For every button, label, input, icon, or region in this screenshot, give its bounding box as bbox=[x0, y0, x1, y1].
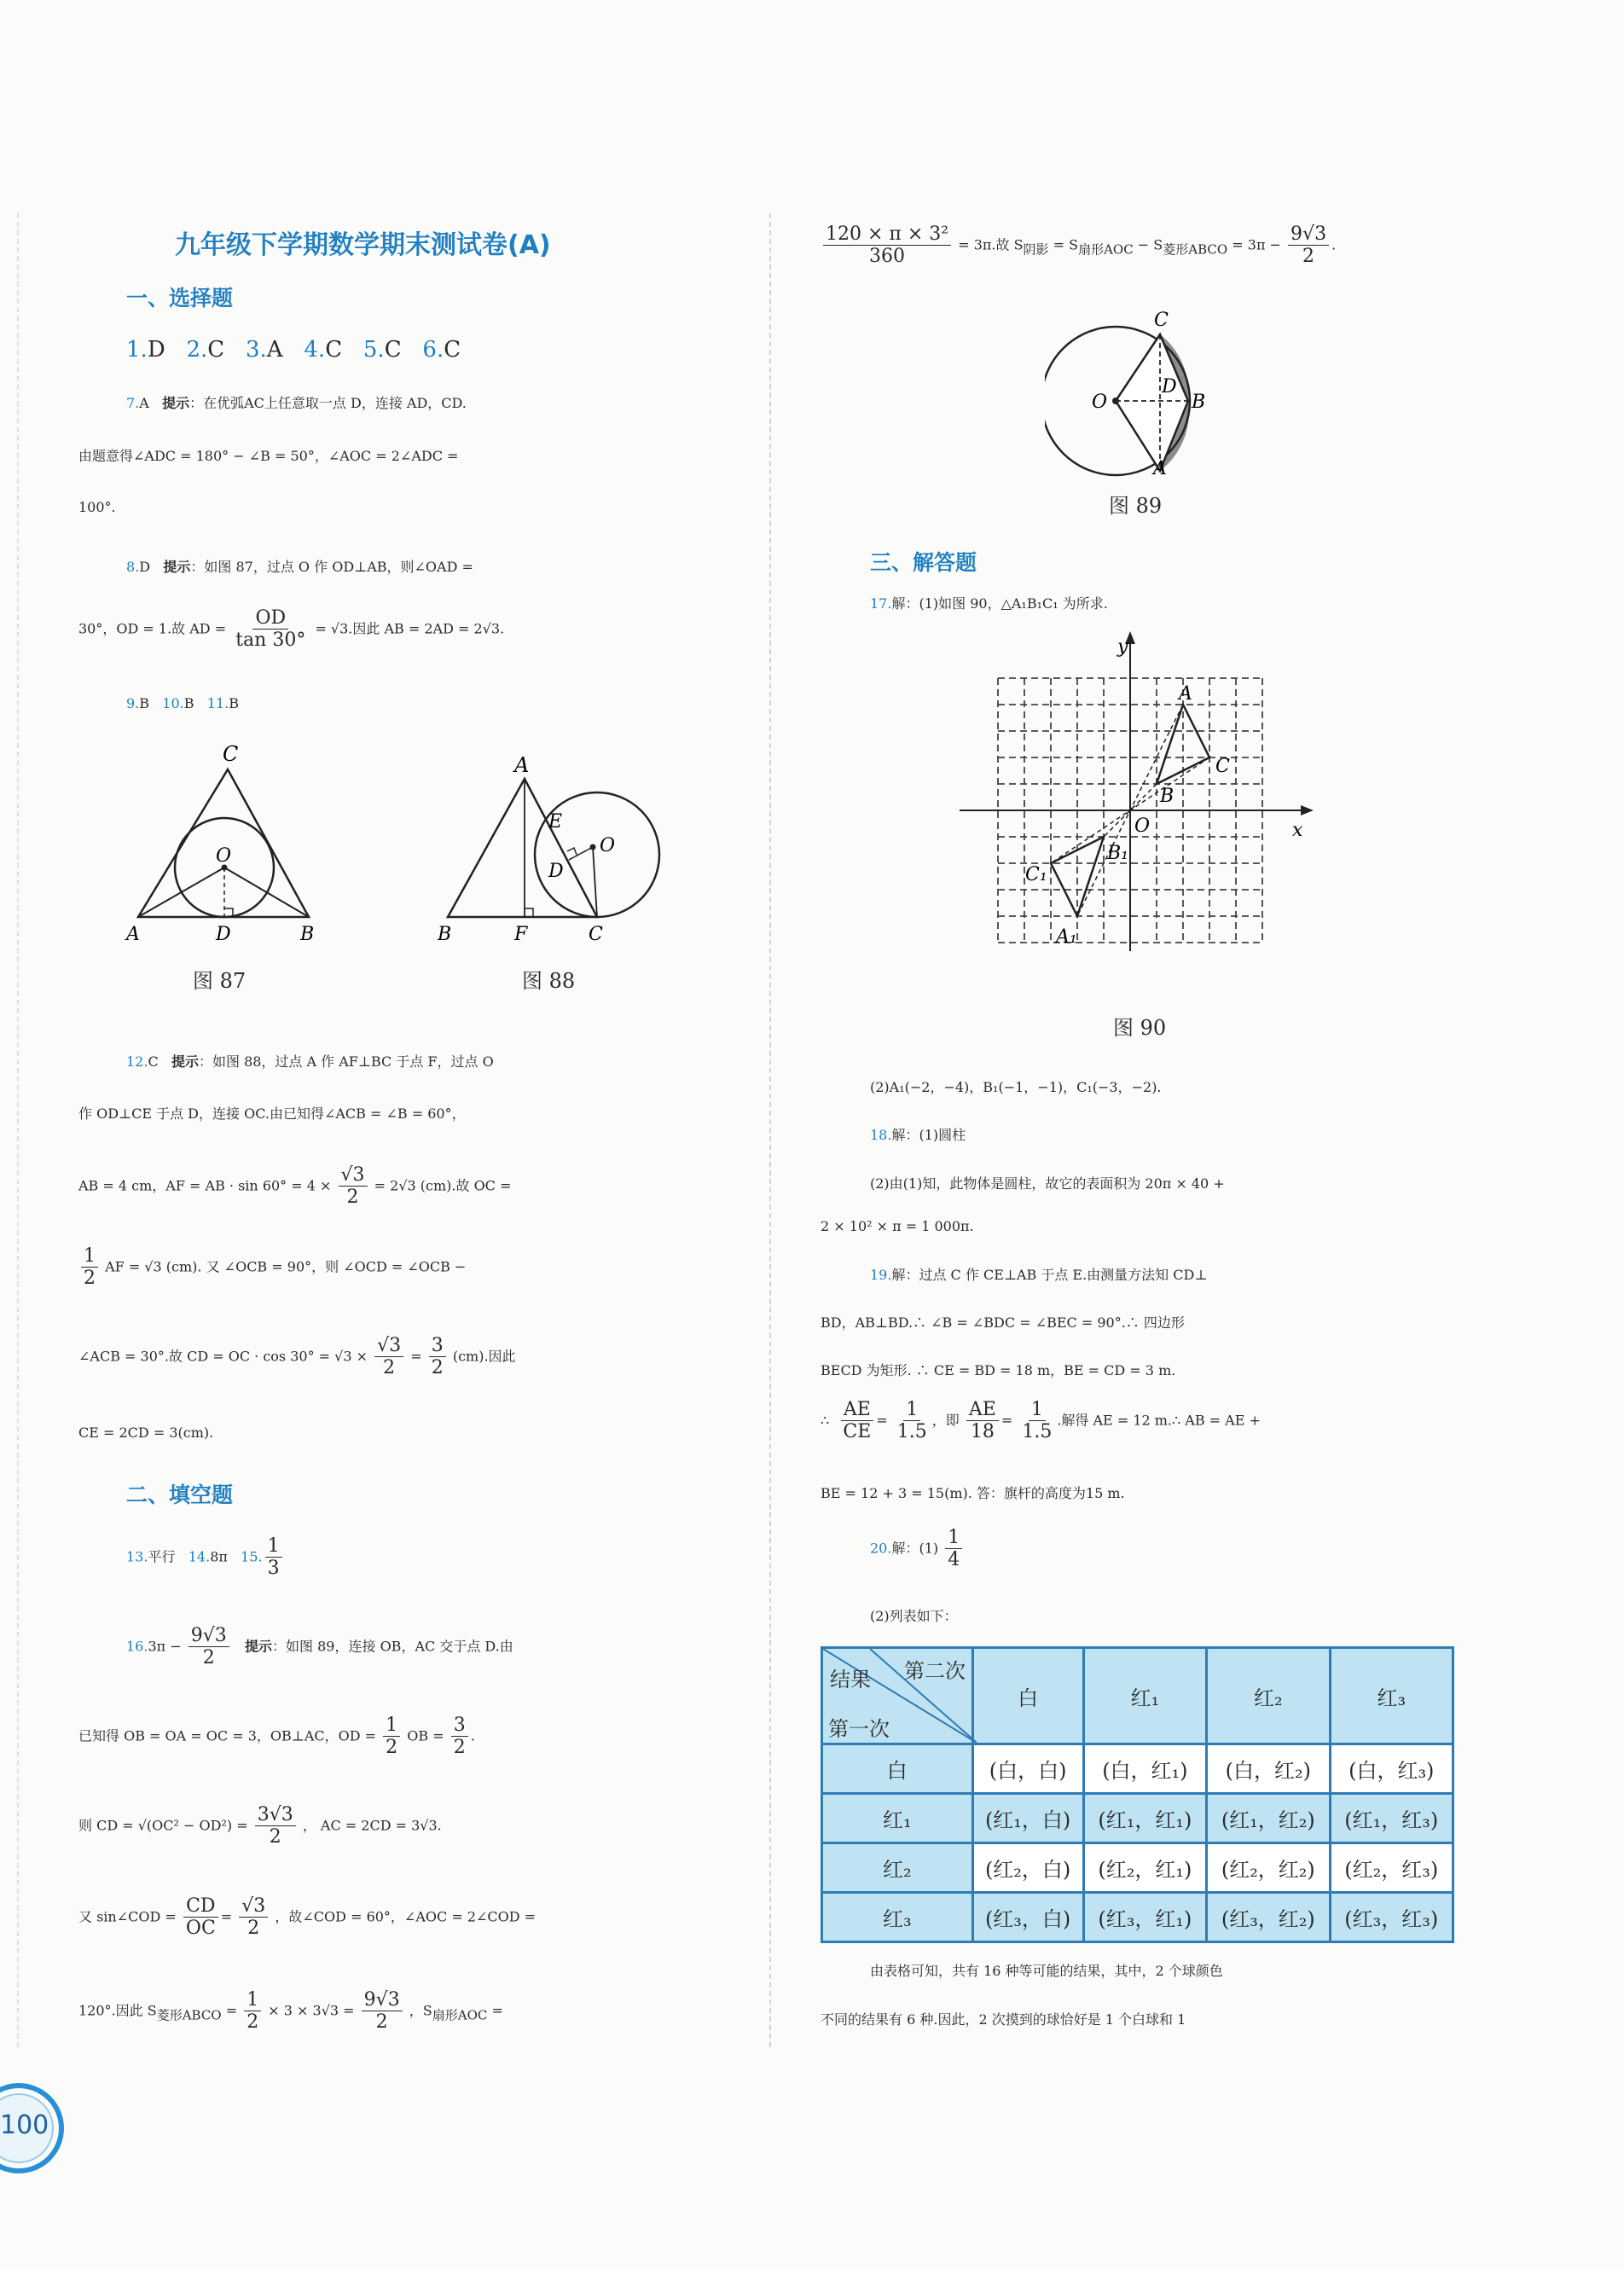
q18-line1 bbox=[870, 1124, 966, 1144]
fig87-label-a: A bbox=[126, 924, 140, 945]
q12-frac4 bbox=[81, 1245, 98, 1290]
q12-text5a: ∠ACB = 30°.故 CD = OC · cos 30° = √3 × bbox=[78, 1348, 368, 1365]
fig88-caption: 图 88 bbox=[522, 969, 576, 993]
q10-ans: B bbox=[183, 695, 194, 711]
fig90-label-a1: A₁ bbox=[1056, 926, 1077, 948]
q16-text5b: ，S bbox=[409, 2002, 432, 2019]
table-cell: (白，红₂) bbox=[1207, 1744, 1330, 1794]
q6-num: 6. bbox=[422, 337, 444, 363]
q19-text4m: ，即 bbox=[931, 1412, 960, 1429]
rt-frac2 bbox=[1288, 223, 1329, 268]
figure-88 bbox=[431, 751, 678, 947]
q12-num: 12. bbox=[126, 1053, 148, 1070]
column-divider bbox=[769, 213, 771, 2047]
q16-text2m: OB = bbox=[407, 1727, 444, 1744]
fig89-label-d: D bbox=[1162, 376, 1177, 398]
q8-num: 8. bbox=[126, 559, 140, 575]
q4-ans: C bbox=[325, 337, 343, 363]
q16-text4b: ，故∠COD = 60°，∠AOC = 2∠COD = bbox=[275, 1908, 536, 1925]
q12-ans: C bbox=[148, 1053, 159, 1070]
q16-line4: 又 sin∠COD = $\frac{CD}{OC}$ = $\frac{√3}{2}$ ，故∠COD = 60°，∠AOC = 2∠COD = bbox=[78, 1895, 536, 1940]
q20-num: 20. bbox=[870, 1540, 892, 1557]
fig90-label-b1: B₁ bbox=[1107, 843, 1128, 864]
q10-num: 10. bbox=[162, 695, 184, 711]
q16-ans-frac-num: 9√3 bbox=[188, 1625, 229, 1647]
q6-ans: C bbox=[444, 337, 461, 363]
figure-87 bbox=[119, 742, 341, 947]
corner-result: 结果 bbox=[830, 1668, 871, 1692]
q8-text2a: 30°，OD = 1.故 AD = bbox=[78, 620, 227, 637]
fig88-label-f: F bbox=[514, 924, 528, 945]
q8-text2b: = √3.因此 AB = 2AD = 2√3. bbox=[315, 620, 505, 637]
q16-text3a: 则 CD = √(OC² − OD²) = bbox=[78, 1817, 248, 1834]
left-margin-line bbox=[17, 213, 19, 2047]
fig90-caption: 图 90 bbox=[1113, 1016, 1167, 1040]
fig89-label-a: A bbox=[1153, 458, 1167, 479]
q7-line1 bbox=[126, 392, 467, 412]
table-cell: (红₃，红₁) bbox=[1083, 1893, 1206, 1942]
q17-line2: (2)A₁(−2，−4)，B₁(−1，−1)，C₁(−3，−2). bbox=[870, 1079, 1162, 1095]
q9-ans: B bbox=[139, 695, 150, 711]
fig90-label-y: y bbox=[1117, 636, 1128, 658]
q15-num: 15. bbox=[241, 1548, 263, 1565]
q19-line4: ∴ $\frac{AE}{CE}$ = $\frac{1}{1.5}$ ，即 $\frac{AE}{18}$ = $\frac{1}{1.5}$ .解得 AE = 12 m.∴ AB = AE + bbox=[821, 1399, 1261, 1443]
q9-num: 9. bbox=[126, 695, 140, 711]
rt-frac1-den: 360 bbox=[869, 246, 906, 268]
q19-num: 19. bbox=[870, 1267, 892, 1283]
q16-frac4b-num: √3 bbox=[239, 1895, 268, 1918]
q1-num: 1. bbox=[126, 337, 148, 363]
q12-hint-label: 提示 bbox=[171, 1053, 199, 1070]
table-cell: (红₃，红₂) bbox=[1207, 1893, 1330, 1942]
section-choice: 一、选择题 bbox=[126, 286, 234, 310]
section-fill: 二、填空题 bbox=[126, 1483, 234, 1507]
q15-frac-den: 3 bbox=[267, 1558, 280, 1580]
row-head-2: 红₂ bbox=[822, 1843, 973, 1893]
q16-frac5b-den: 2 bbox=[375, 2011, 388, 2034]
q12-frac5b bbox=[429, 1335, 446, 1379]
q19-frac3 bbox=[966, 1399, 999, 1443]
fig88-label-b: B bbox=[438, 924, 452, 945]
q16-sub-sector: 扇形AOC bbox=[432, 2007, 488, 2023]
q19-line5: BE = 12 + 3 = 15(m). 答：旗杆的高度为15 m. bbox=[821, 1485, 1125, 1501]
col-head-1: 红₁ bbox=[1083, 1648, 1206, 1744]
q16-ans-frac bbox=[188, 1625, 229, 1669]
q8-frac bbox=[233, 607, 308, 652]
q12-text4b: AF = √3 (cm). 又 ∠OCB = 90°，则 ∠OCD = ∠OCB − bbox=[105, 1258, 467, 1275]
rt-end: . bbox=[1331, 236, 1337, 253]
fig90-label-b: B bbox=[1160, 786, 1174, 807]
q16-frac4a-num: CD bbox=[183, 1895, 218, 1918]
q16-frac3-den: 2 bbox=[269, 1826, 281, 1848]
fig90-label-o: O bbox=[1134, 815, 1151, 837]
right-top-line bbox=[821, 223, 1336, 268]
q7-num: 7. bbox=[126, 395, 140, 411]
q12-line6: CE = 2CD = 3(cm). bbox=[78, 1425, 214, 1441]
q4-num: 4. bbox=[304, 337, 326, 363]
q14-ans: 8π bbox=[210, 1548, 228, 1565]
q16-frac5b-num: 9√3 bbox=[362, 1989, 403, 2011]
q20-frac-num: 1 bbox=[945, 1527, 962, 1549]
col-head-2: 红₂ bbox=[1207, 1648, 1330, 1744]
fig88-label-e: E bbox=[548, 811, 563, 833]
q16-line3 bbox=[78, 1804, 442, 1848]
table-cell: (红₂，红₃) bbox=[1330, 1843, 1453, 1893]
q16-frac2a-num: 1 bbox=[383, 1715, 400, 1737]
q15-frac bbox=[265, 1535, 282, 1580]
q12-frac4-den: 2 bbox=[84, 1268, 96, 1290]
q8-line1 bbox=[126, 556, 473, 576]
q16-frac2b bbox=[451, 1715, 468, 1759]
table-cell: (白，红₃) bbox=[1330, 1744, 1453, 1794]
q19-line3: BECD 为矩形. ∴ CE = BD = 18 m，BE = CD = 3 m. bbox=[821, 1362, 1176, 1378]
q16-frac5b bbox=[362, 1989, 403, 2034]
q7-ans: A bbox=[139, 395, 149, 411]
q12-frac5a-den: 2 bbox=[383, 1357, 396, 1379]
fig89-label-c: C bbox=[1154, 310, 1169, 331]
q12-frac5a-num: √3 bbox=[374, 1335, 403, 1357]
fig88-label-o: O bbox=[600, 835, 616, 856]
q19-frac2-den: 1.5 bbox=[896, 1421, 927, 1443]
q12-frac4-num: 1 bbox=[81, 1245, 98, 1268]
fig89-label-b: B bbox=[1192, 392, 1206, 413]
q19-frac4 bbox=[1019, 1399, 1054, 1443]
q19-text4b: .解得 AE = 12 m.∴ AB = AE + bbox=[1057, 1412, 1261, 1429]
rt-frac1-num: 120 × π × 3² bbox=[823, 223, 951, 246]
table-cell: (红₁，红₂) bbox=[1207, 1794, 1330, 1843]
q12-frac3-num: √3 bbox=[339, 1164, 368, 1187]
q16-text1: ：如图 89，连接 OB，AC 交于点 D.由 bbox=[272, 1638, 513, 1655]
q20-para2: 不同的结果有 6 种.因此，2 次摸到的球恰好是 1 个白球和 1 bbox=[821, 2011, 1186, 2028]
rt-mid4: = 3π − bbox=[1232, 236, 1281, 253]
q7-line3: 100°. bbox=[78, 499, 116, 515]
q16-frac3-num: 3√3 bbox=[255, 1804, 296, 1826]
corner-second: 第二次 bbox=[904, 1659, 966, 1683]
q16-line5: 120°.因此 S菱形ABCO = $\frac{1}{2}$ × 3 × 3√3 = $\frac{9√3}{2}$ ，S扇形AOC = bbox=[78, 1989, 503, 2034]
q16-text2a: 已知得 OB = OA = OC = 3，OB⊥AC，OD = bbox=[78, 1727, 377, 1744]
q12-frac5b-den: 2 bbox=[431, 1357, 444, 1379]
q16-num: 16. bbox=[126, 1638, 148, 1655]
q17-num: 17. bbox=[870, 595, 892, 612]
q12-line5: ∠ACB = 30°.故 CD = OC · cos 30° = √3 × $\frac{√3}{2}$ = $\frac{3}{2}$ (cm).因此 bbox=[78, 1335, 516, 1379]
fig87-label-c: C bbox=[223, 742, 239, 766]
table-cell: (红₁，红₁) bbox=[1083, 1794, 1206, 1843]
q12-line2: 作 OD⊥CE 于点 D，连接 OC.由已知得∠ACB = ∠B = 60°， bbox=[78, 1105, 466, 1122]
q12-text1: ：如图 88，过点 A 作 AF⊥BC 于点 F，过点 O bbox=[198, 1053, 494, 1070]
q12-frac3-den: 2 bbox=[346, 1187, 359, 1209]
q5-ans: C bbox=[384, 337, 402, 363]
q20-frac bbox=[945, 1527, 962, 1571]
q8-hint-label: 提示 bbox=[163, 559, 191, 575]
q14-num: 14. bbox=[188, 1548, 211, 1565]
corner-first: 第一次 bbox=[828, 1717, 890, 1741]
q19-text4a: ∴ bbox=[821, 1412, 830, 1429]
fig90-label-a: A bbox=[1179, 683, 1192, 705]
q16-frac4b bbox=[239, 1895, 268, 1940]
table-cell: (白，红₁) bbox=[1083, 1744, 1206, 1794]
fig87-label-d: D bbox=[216, 924, 231, 945]
q19-text1: 解：过点 C 作 CE⊥AB 于点 E.由测量方法知 CD⊥ bbox=[891, 1267, 1208, 1283]
q8-ans: D bbox=[139, 559, 151, 575]
q1-ans: D bbox=[147, 337, 165, 363]
table-header-row bbox=[822, 1648, 1453, 1744]
q17-line1 bbox=[870, 593, 1108, 612]
table-row bbox=[822, 1794, 1453, 1843]
table-row bbox=[822, 1893, 1453, 1942]
table-cell: (红₁，白) bbox=[972, 1794, 1083, 1843]
q16-text4a: 又 sin∠COD = bbox=[78, 1908, 177, 1925]
row-head-3: 红₃ bbox=[822, 1893, 973, 1942]
table-cell: (红₃，红₃) bbox=[1330, 1893, 1453, 1942]
q12-line3 bbox=[78, 1164, 511, 1209]
q16-text5c: = bbox=[491, 2002, 503, 2019]
q16-hint-label: 提示 bbox=[245, 1638, 273, 1655]
table-corner bbox=[822, 1648, 973, 1744]
rt-mid3: − S bbox=[1137, 236, 1163, 253]
q16-frac4b-den: 2 bbox=[247, 1918, 260, 1940]
q20-line1 bbox=[870, 1527, 965, 1571]
q18-line2: (2)由(1)知，此物体是圆柱，故它的表面积为 20π × 40 + bbox=[870, 1175, 1225, 1192]
q19-line2: BD，AB⊥BD.∴ ∠B = ∠BDC = ∠BEC = 90°.∴ 四边形 bbox=[821, 1314, 1185, 1331]
q16-line2: 已知得 OB = OA = OC = 3，OB⊥AC，OD = $\frac{1}{2}$ OB = $\frac{3}{2}$ . bbox=[78, 1715, 475, 1759]
rt-mid: = 3π.故 S bbox=[958, 236, 1024, 253]
rt-frac2-den: 2 bbox=[1302, 246, 1315, 268]
q19-frac2-num: 1 bbox=[903, 1399, 920, 1421]
rt-sub3: 菱形ABCO bbox=[1163, 241, 1228, 258]
fig90-label-c: C bbox=[1215, 756, 1230, 777]
fig90-label-c1: C₁ bbox=[1025, 864, 1047, 885]
q13-ans: 平行 bbox=[148, 1548, 176, 1565]
choice-answers bbox=[126, 337, 461, 363]
q18-num: 18. bbox=[870, 1127, 892, 1143]
q12-text5b: (cm).因此 bbox=[452, 1348, 516, 1365]
table-row bbox=[822, 1744, 1453, 1794]
q15-frac-num: 1 bbox=[265, 1535, 282, 1558]
fig87-label-b: B bbox=[300, 924, 315, 945]
q16-ans-a: 3π − bbox=[148, 1638, 182, 1655]
rt-sub1: 阴影 bbox=[1023, 241, 1049, 258]
q19-frac1-den: CE bbox=[843, 1421, 872, 1443]
q16-frac5a-den: 2 bbox=[246, 2011, 259, 2034]
q19-frac1 bbox=[840, 1399, 873, 1443]
table-row bbox=[822, 1843, 1453, 1893]
q12-text3b: = 2√3 (cm).故 OC = bbox=[374, 1177, 512, 1194]
q16-frac2a bbox=[383, 1715, 400, 1759]
figure-89 bbox=[1045, 307, 1232, 486]
q16-text5m: × 3 × 3√3 = bbox=[268, 2002, 355, 2019]
result-table bbox=[821, 1646, 1454, 1943]
q7-line2: 由题意得∠ADC = 180° − ∠B = 50°，∠AOC = 2∠ADC = bbox=[78, 448, 459, 464]
rt-mid2: = S bbox=[1053, 236, 1079, 253]
fig88-label-a: A bbox=[514, 753, 530, 777]
q18-text1: 解：(1)圆柱 bbox=[891, 1127, 966, 1143]
q12-frac5a bbox=[374, 1335, 403, 1379]
q16-ans-frac-den: 2 bbox=[202, 1647, 215, 1669]
q20-para1: 由表格可知，共有 16 种等可能的结果，其中，2 个球颜色 bbox=[870, 1963, 1223, 1979]
q7-hint-label: 提示 bbox=[162, 395, 190, 411]
q11-ans: B bbox=[229, 695, 239, 711]
q13-15-answers bbox=[126, 1535, 285, 1580]
q17-text1: 解：(1)如图 90，△A₁B₁C₁ 为所求. bbox=[891, 595, 1108, 612]
q19-frac4-den: 1.5 bbox=[1022, 1421, 1053, 1443]
q19-frac1-num: AE bbox=[841, 1399, 873, 1421]
q13-num: 13. bbox=[126, 1548, 148, 1565]
q19-frac2 bbox=[895, 1399, 930, 1443]
rt-frac2-num: 9√3 bbox=[1288, 223, 1329, 246]
row-head-0: 白 bbox=[822, 1744, 973, 1794]
fig88-label-d: D bbox=[548, 861, 564, 882]
q19-frac4-num: 1 bbox=[1029, 1399, 1046, 1421]
q12-text3a: AB = 4 cm，AF = AB · sin 60° = 4 × bbox=[78, 1177, 332, 1194]
page-title: 九年级下学期数学期末测试卷(A) bbox=[175, 230, 551, 260]
q16-frac5a bbox=[244, 1989, 261, 2034]
figure-90 bbox=[955, 627, 1322, 951]
q3-num: 3. bbox=[245, 337, 267, 363]
q8-frac-den: tan 30° bbox=[235, 630, 306, 652]
q12-line1 bbox=[126, 1051, 494, 1071]
q16-sub-rhombus: 菱形ABCO bbox=[156, 2007, 222, 2023]
q2-num: 2. bbox=[186, 337, 208, 363]
q16-frac3 bbox=[255, 1804, 296, 1848]
q8-text1: ：如图 87，过点 O 作 OD⊥AB，则∠OAD = bbox=[190, 559, 473, 575]
q11-num: 11. bbox=[206, 695, 229, 711]
table-cell: (白，白) bbox=[972, 1744, 1083, 1794]
table-cell: (红₁，红₃) bbox=[1330, 1794, 1453, 1843]
q12-frac3 bbox=[339, 1164, 368, 1209]
table-cell: (红₂，红₂) bbox=[1207, 1843, 1330, 1893]
q2-ans: C bbox=[207, 337, 225, 363]
q12-frac5b-num: 3 bbox=[429, 1335, 446, 1357]
q19-frac3-num: AE bbox=[966, 1399, 999, 1421]
fig87-caption: 图 87 bbox=[193, 969, 246, 993]
table-cell: (红₂，白) bbox=[972, 1843, 1083, 1893]
fig90-label-x: x bbox=[1292, 820, 1303, 841]
q20-text1: 解：(1) bbox=[891, 1540, 939, 1557]
table-cell: (红₂，红₁) bbox=[1083, 1843, 1206, 1893]
q16-text3b: ， AC = 2CD = 3√3. bbox=[302, 1817, 442, 1834]
fig87-label-o: O bbox=[216, 845, 232, 867]
q9-11-answers bbox=[126, 695, 239, 711]
table-cell: (红₃，白) bbox=[972, 1893, 1083, 1942]
q19-frac3-den: 18 bbox=[970, 1421, 995, 1443]
q16-text5a: 120°.因此 S bbox=[78, 2002, 157, 2019]
q16-frac5a-num: 1 bbox=[244, 1989, 261, 2011]
col-head-0: 白 bbox=[972, 1648, 1083, 1744]
q7-text1: ：在优弧AC上任意取一点 D，连接 AD，CD. bbox=[189, 395, 467, 411]
q16-frac2a-den: 2 bbox=[386, 1737, 398, 1759]
q16-frac4a-den: OC bbox=[185, 1918, 216, 1940]
q20-frac-den: 4 bbox=[948, 1549, 960, 1571]
fig88-label-c: C bbox=[589, 924, 603, 945]
q16-line1 bbox=[126, 1625, 513, 1669]
q12-line4 bbox=[78, 1245, 466, 1290]
q19-line1 bbox=[870, 1264, 1207, 1284]
q20-line2: (2)列表如下： bbox=[870, 1608, 958, 1624]
q5-num: 5. bbox=[362, 337, 385, 363]
q16-frac2b-den: 2 bbox=[453, 1737, 466, 1759]
q16-frac2b-num: 3 bbox=[451, 1715, 468, 1737]
col-head-3: 红₃ bbox=[1330, 1648, 1453, 1744]
fig89-label-o: O bbox=[1092, 392, 1108, 413]
q3-ans: A bbox=[266, 337, 283, 363]
rt-sub2: 扇形AOC bbox=[1078, 241, 1134, 258]
q16-frac4a bbox=[183, 1895, 218, 1940]
fig89-caption: 图 89 bbox=[1109, 494, 1163, 518]
q18-line3: 2 × 10² × π = 1 000π. bbox=[821, 1218, 974, 1234]
q8-frac-num: OD bbox=[252, 607, 288, 630]
row-head-1: 红₁ bbox=[822, 1794, 973, 1843]
section-solve: 三、解答题 bbox=[870, 550, 977, 575]
rt-frac1 bbox=[823, 223, 951, 268]
page-number: 100 bbox=[0, 2110, 49, 2140]
q8-line2 bbox=[78, 607, 504, 652]
